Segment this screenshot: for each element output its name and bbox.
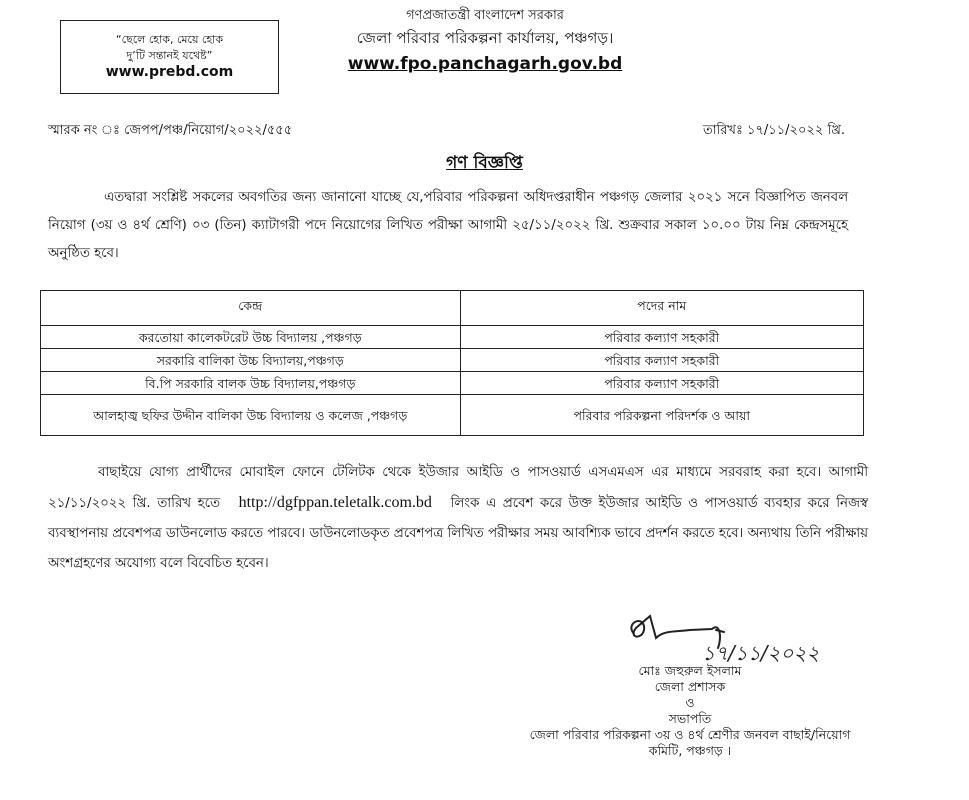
table-header-row (41, 291, 864, 326)
header-center: কেন্দ্র (41, 291, 461, 326)
center-cell: বি.পি সরকারি বালক উচ্চ বিদ্যালয়,পঞ্চগড় (41, 372, 461, 395)
table-row (41, 395, 864, 436)
table-row (41, 372, 864, 395)
table-row (41, 349, 864, 372)
table-row (41, 326, 864, 349)
committee-line-1: জেলা পরিবার পরিকল্পনা ৩য় ও ৪র্থ শ্রেণীর জনবল বাছাই/নিয়োগ (529, 727, 851, 742)
signatory-name: মোঃ জহুরুল ইসলাম (638, 663, 742, 678)
signatory-role: সভাপতি (668, 711, 712, 726)
handwritten-signature (620, 608, 850, 666)
center-cell: করতোয়া কালেকটরেট উচ্চ বিদ্যালয় ,পঞ্চগড় (41, 326, 461, 349)
slogan-website: www.prebd.com (105, 64, 234, 80)
government-name: গণপ্রজাতন্ত্রী বাংলাদেশ সরকার (406, 8, 564, 23)
post-cell: পরিবার কল্যাণ সহকারী (460, 372, 864, 395)
issue-date: তারিখঃ ১৭/১১/২০২২ খ্রি. (703, 123, 845, 138)
committee-line-2: কমিটি, পঞ্চগড় । (648, 743, 732, 758)
post-cell: পরিবার কল্যাণ সহকারী (460, 326, 864, 349)
header-post: পদের নাম (460, 291, 864, 326)
paragraph-2-part-2: লিংক এ প্রবেশ করে উক্ত ইউজার আইডি ও পাসওয়ার্ড ব্যবহার করে নিজস্ব ব্যবস্থাপনায় প্রবেশপত্র ডাউনলোড করতে পারবে। ডাউনলোডকৃত প্রবেশপত্র লিখিত পরীক্ষার সময় আবশ্যিক ভাবে প্রদর্শন করতে হবে। অন্যথায় তিনি পরীক্ষায় অংশগ্রহণের অযোগ্য বলে বিবেচিত হবেন। (48, 496, 868, 571)
signatory-block (520, 663, 860, 759)
notice-title: গণ বিজ্ঞপ্তি (446, 153, 523, 173)
center-cell: সরকারি বালিকা উচ্চ বিদ্যালয়,পঞ্চগড় (41, 349, 461, 372)
notice-paragraph-1: এতদ্বারা সংশ্লিষ্ট সকলের অবগতির জন্য জানানো যাচ্ছে যে,পরিবার পরিকল্পনা অধিদপ্তরাধীন পঞ্চগড় জেলার ২০২১ সনে বিজ্ঞাপিত জনবল নিয়োগ (৩য় ও ৪র্থ শ্রেণি) ০৩ (তিন) ক্যাটাগরী পদে নিয়োগের লিখিত পরীক্ষা আগামী ২৫/১১/২০২২ খ্রি. শুক্রবার সকাল ১০.০০ টায় নিম্ন কেন্দ্রসমূহে অনুষ্ঠিত হবে। (48, 190, 848, 261)
office-name: জেলা পরিবার পরিকল্পনা কার্যালয়, পঞ্চগড়। (356, 29, 614, 47)
slogan-line-1: “ছেলে হোক, মেয়ে হোক (115, 33, 224, 46)
center-cell: আলহাজ্ব ছফির উদ্দীন বালিকা উচ্চ বিদ্যালয় ও কলেজ ,পঞ্চগড় (41, 395, 461, 436)
paragraph-2-part-1: বাছাইয়ে যোগ্য প্রার্থীদের মোবাইল ফোনে টেলিটক থেকে ইউজার আইডি ও পাসওয়ার্ড এসএমএস এর মাধ্যমে সরবরাহ করা হবে। আগামী ২১/১১/২০২২ খ্রি. তারিখ হতে (48, 465, 868, 511)
teletalk-url-link[interactable]: http://dgfppan.teletalk.com.bd (238, 494, 432, 511)
signatory-conjunction: ও (685, 695, 695, 710)
memo-number: স্মারক নং ঃ জেপপ/পঞ্চ/নিয়োগ/২০২২/৫৫৫ (48, 123, 293, 138)
slogan-box (60, 20, 279, 94)
exam-centers-table (40, 290, 864, 436)
office-website-link[interactable]: www.fpo.panchagarh.gov.bd (347, 54, 623, 74)
signatory-designation: জেলা প্রশাসক (654, 679, 726, 694)
notice-paragraph-2 (48, 458, 868, 579)
signature-date: ১৭/১১/২০২২ (702, 641, 820, 665)
letterhead (300, 6, 670, 78)
post-cell: পরিবার কল্যাণ সহকারী (460, 349, 864, 372)
slogan-line-2: দু’টি সন্তানই যথেষ্ট” (126, 49, 213, 62)
post-cell: পরিবার পরিকল্পনা পরিদর্শক ও আয়া (460, 395, 864, 436)
